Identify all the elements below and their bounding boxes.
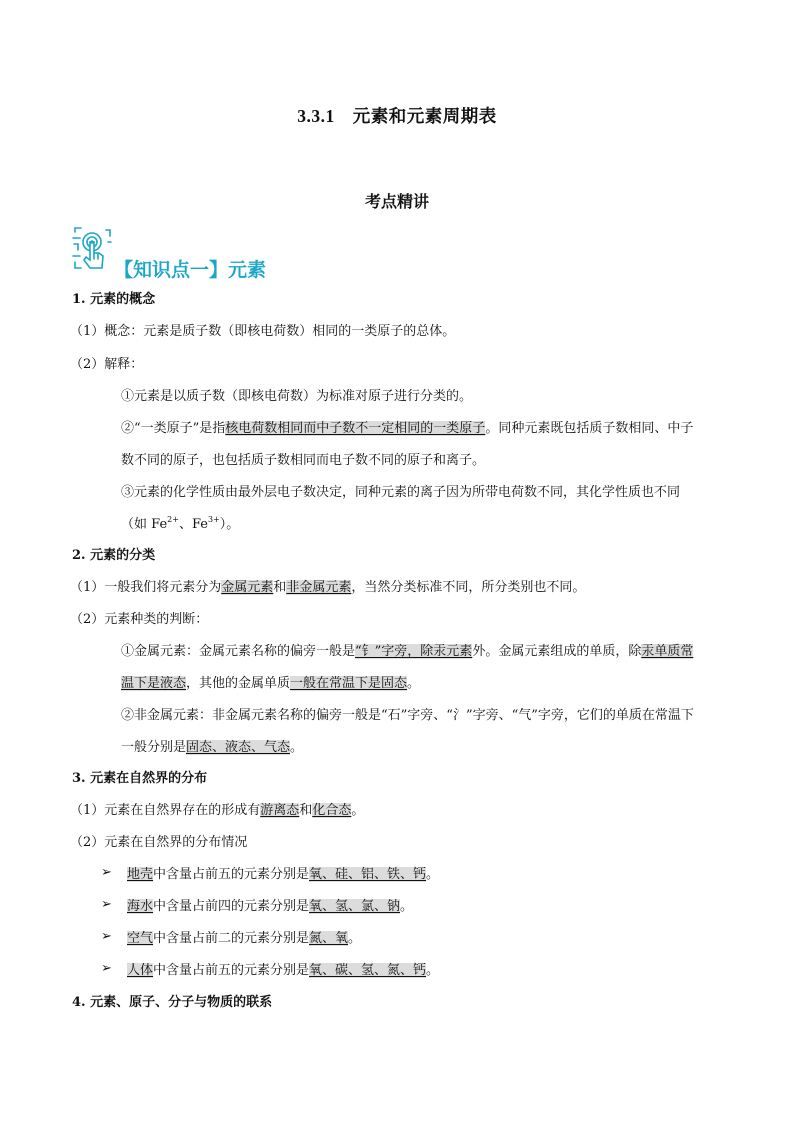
paragraph: [121, 738, 303, 758]
superscript: 3+: [207, 515, 220, 524]
highlight-text: 核电荷数相同而中子数不一定相同的一类原子: [225, 421, 486, 436]
list-item: [127, 897, 413, 917]
text: 一般分别是: [121, 740, 187, 755]
touch-hand-icon: [72, 226, 112, 274]
highlight-text: 非金属元素: [286, 580, 352, 595]
paragraph: ①元素是以质子数（即核电荷数）为标准对原子进行分类的。: [121, 389, 473, 404]
paragraph: （2）解释：: [70, 357, 144, 372]
text: 。同种元素既包括质子数相同、中子: [485, 421, 694, 436]
highlight-text: 一般在常温下是固态: [290, 676, 408, 691]
text: （1）元素在自然界存在的形成有: [70, 803, 261, 818]
text: 。: [426, 867, 440, 882]
highlight-text: 固态、液态、气态: [186, 740, 291, 755]
paragraph: [121, 515, 239, 535]
text: ②“一类原子”是指: [121, 421, 226, 436]
text: ，其他的金属单质: [186, 676, 291, 691]
text: 。: [290, 740, 304, 755]
bullet-arrow-icon: ➢: [101, 897, 112, 912]
superscript: 2+: [167, 515, 179, 524]
page-title: 3.3.1 元素和元素周期表: [297, 106, 497, 126]
list-item: [127, 961, 439, 981]
paragraph: [121, 419, 693, 439]
paragraph: （2）元素在自然界的分布情况: [70, 835, 248, 850]
section-heading: 2. 元素的分类: [72, 548, 156, 563]
highlight-text: 金属元素: [221, 580, 274, 595]
text: 和: [273, 580, 287, 595]
highlight-text: 化合态: [312, 803, 352, 818]
text: 中含量占前五的元素分别是: [153, 867, 310, 882]
highlight-text: 氧、碳、氢、氮、钙: [309, 963, 427, 978]
paragraph: （1）概念：元素是质子数（即核电荷数）相同的一类原子的总体。: [70, 324, 456, 339]
highlight-text: “钅”字旁，除汞元素: [355, 644, 473, 659]
bullet-arrow-icon: ➢: [101, 961, 112, 976]
highlight-text: 汞单质常: [641, 644, 694, 659]
section-heading: 1. 元素的概念: [72, 292, 156, 307]
highlight-text: 空气: [127, 931, 154, 946]
text: （如 Fe: [121, 517, 168, 532]
text: 中含量占前五的元素分别是: [153, 963, 310, 978]
paragraph: 数不同的原子，也包括质子数相同而电子数不同的原子和离子。: [121, 453, 486, 468]
text: 中含量占前四的元素分别是: [153, 899, 310, 914]
text: ①金属元素：金属元素名称的偏旁一般是: [121, 644, 356, 659]
section-heading: 4. 元素、原子、分子与物质的联系: [72, 995, 273, 1010]
bullet-arrow-icon: ➢: [101, 929, 112, 944]
highlight-text: 地壳: [127, 867, 154, 882]
bullet-arrow-icon: ➢: [101, 865, 112, 880]
section-heading: 3. 元素在自然界的分布: [72, 771, 208, 786]
text: 。: [407, 676, 421, 691]
text: 和: [299, 803, 313, 818]
paragraph: （2）元素种类的判断：: [70, 612, 209, 627]
text: （1）一般我们将元素分为: [70, 580, 222, 595]
text: 。: [351, 803, 365, 818]
section-subtitle: 考点精讲: [364, 192, 429, 211]
text: 。: [400, 899, 414, 914]
highlight-text: 温下是液态: [121, 676, 187, 691]
text: 。: [426, 963, 440, 978]
list-item: [127, 929, 361, 949]
highlight-text: 游离态: [260, 803, 300, 818]
paragraph: ②非金属元素：非金属元素名称的偏旁一般是“石”字旁、“氵”字旁、“气”字旁，它们的单质在常温下: [121, 708, 694, 723]
text: ）。: [219, 517, 240, 532]
highlight-text: 氧、氢、氯、钠: [309, 899, 401, 914]
paragraph: [70, 801, 364, 821]
text: 。: [348, 931, 362, 946]
text: ，当然分类标准不同，所分类别也不同。: [351, 580, 586, 595]
text: 中含量占前二的元素分别是: [153, 931, 310, 946]
highlight-text: 海水: [127, 899, 154, 914]
highlight-text: 氮、氧: [309, 931, 349, 946]
highlight-text: 氧、硅、铝、铁、钙: [309, 867, 427, 882]
paragraph: [121, 642, 693, 662]
highlight-text: 人体: [127, 963, 154, 978]
knowledge-point-heading: 【知识点一】元素: [114, 259, 267, 281]
list-item: [127, 865, 439, 885]
text: 、Fe: [178, 517, 208, 532]
paragraph: ③元素的化学性质由最外层电子数决定，同种元素的离子因为所带电荷数不同，其化学性质也不同: [121, 485, 681, 500]
paragraph: [121, 674, 420, 694]
paragraph: [70, 578, 585, 598]
text: 外。金属元素组成的单质，除: [472, 644, 642, 659]
